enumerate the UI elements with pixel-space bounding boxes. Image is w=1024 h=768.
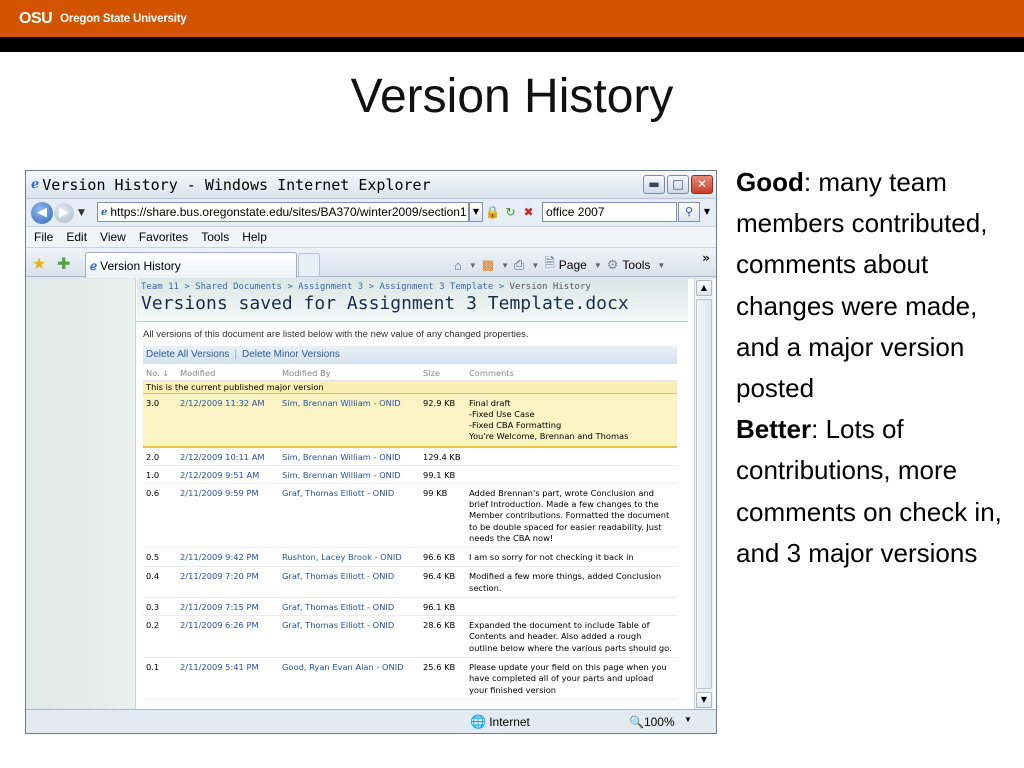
- menu-file[interactable]: File: [34, 230, 54, 244]
- search-input[interactable]: office 2007: [542, 202, 677, 222]
- version-comments: Please update your field on this page when you have completed all of your parts and upload your finished version: [466, 657, 677, 699]
- version-number: 3.0: [143, 393, 177, 447]
- version-modified-link[interactable]: 2/12/2009 11:32 AM: [177, 393, 279, 447]
- menu-tools[interactable]: Tools: [201, 230, 230, 244]
- breadcrumb-team[interactable]: Team 11: [141, 282, 179, 292]
- table-row: [143, 393, 677, 447]
- version-modified-link[interactable]: 2/11/2009 7:20 PM: [177, 567, 279, 598]
- version-comments: Modified a few more things, added Conclusion section.: [466, 567, 677, 598]
- version-number: 0.3: [143, 598, 177, 616]
- version-comments: Added Brennan's part, wrote Conclusion and brief Introduction. Made a few changes to the Member contributions. Formatted the document to be double spaced for easier readability. Just needs the CBA now!: [466, 483, 677, 547]
- search-options-dropdown-icon[interactable]: ▼: [703, 207, 711, 216]
- column-header-size[interactable]: Size: [420, 366, 466, 380]
- scroll-up-button[interactable]: ▲: [696, 280, 712, 296]
- versions-table-body: [143, 380, 677, 699]
- address-bar[interactable]: [97, 202, 469, 222]
- version-author-link[interactable]: Sim, Brennan William - ONID: [279, 393, 420, 447]
- version-comments: [466, 598, 677, 616]
- version-comments: [466, 447, 677, 466]
- osu-header-bar: [0, 0, 1024, 37]
- close-button[interactable]: ✕: [691, 175, 713, 194]
- better-text: : Lots of contributions, more comments on check in, and 3 major versions: [736, 414, 1002, 568]
- tab-version-history[interactable]: [85, 252, 297, 278]
- feeds-dropdown-icon[interactable]: ▼: [501, 260, 509, 270]
- version-author-link[interactable]: Sim, Brennan William - ONID: [279, 447, 420, 466]
- version-modified-link[interactable]: 2/11/2009 9:59 PM: [177, 483, 279, 547]
- table-header-row: [143, 366, 677, 380]
- vertical-scrollbar[interactable]: [694, 279, 713, 709]
- current-version-label: This is the current published major version: [143, 380, 677, 393]
- version-number: 0.2: [143, 616, 177, 658]
- zoom-level[interactable]: [629, 715, 675, 729]
- security-zone-label: Internet: [489, 715, 530, 729]
- version-size: 96.1 KB: [420, 598, 466, 616]
- page-icon: ℯ: [101, 206, 108, 218]
- zoom-dropdown-icon[interactable]: ▼: [684, 715, 692, 724]
- version-modified-link[interactable]: 2/11/2009 9:42 PM: [177, 548, 279, 567]
- print-dropdown-icon[interactable]: ▼: [531, 260, 540, 270]
- home-icon[interactable]: ⌂: [454, 257, 462, 273]
- slide-notes: [736, 162, 1006, 574]
- breadcrumb-separator: >: [178, 282, 196, 292]
- osu-logo: [19, 9, 187, 29]
- version-size: 99 KB: [420, 483, 466, 547]
- table-row: [143, 548, 677, 567]
- header-divider-bar: [0, 37, 1024, 52]
- new-tab-button[interactable]: [298, 253, 320, 277]
- tab-bar: [26, 247, 716, 277]
- search-icon[interactable]: ⚲: [678, 202, 700, 222]
- favorites-star-icon[interactable]: ★: [32, 254, 47, 273]
- breadcrumb-template[interactable]: Assignment 3 Template: [379, 282, 494, 292]
- version-modified-link[interactable]: 2/12/2009 9:51 AM: [177, 465, 279, 483]
- table-row: [143, 616, 677, 658]
- version-modified-link[interactable]: 2/12/2009 10:11 AM: [177, 447, 279, 466]
- page-description: All versions of this document are listed below with the new value of any changed properties.: [143, 329, 529, 340]
- table-row: [143, 465, 677, 483]
- left-navigation-pane: [26, 279, 136, 709]
- table-row: [143, 567, 677, 598]
- window-titlebar: [26, 171, 716, 199]
- toolbar-divider: |: [234, 349, 237, 360]
- address-text[interactable]: https://share.bus.oregonstate.edu/sites/BA370/winter2009/section1: [110, 205, 467, 219]
- address-toolbar: [26, 199, 716, 226]
- better-label: Better: [736, 414, 812, 445]
- home-dropdown-icon[interactable]: ▼: [468, 260, 477, 270]
- version-modified-link[interactable]: 2/11/2009 7:15 PM: [177, 598, 279, 616]
- tools-gear-icon[interactable]: ⚙: [606, 257, 619, 272]
- good-text: : many team members contributed, comments about changes were made, and a major version posted: [736, 167, 988, 404]
- page-menu-icon[interactable]: 🗎: [544, 255, 555, 270]
- menu-favorites[interactable]: Favorites: [138, 230, 189, 244]
- page-menu-dropdown-icon[interactable]: ▼: [593, 260, 602, 270]
- breadcrumb-separator: >: [493, 282, 510, 292]
- table-row: [143, 598, 677, 616]
- breadcrumb-shared-documents[interactable]: Shared Documents: [195, 282, 282, 292]
- tab-page-icon: ℯ: [90, 258, 98, 273]
- feeds-icon[interactable]: ▩: [481, 257, 495, 272]
- delete-minor-versions-link[interactable]: Delete Minor Versions: [242, 349, 340, 360]
- table-row: [143, 447, 677, 466]
- version-comments: [466, 465, 677, 483]
- page-content: [26, 279, 716, 709]
- version-number: 0.4: [143, 567, 177, 598]
- version-author-link[interactable]: Sim, Brennan William - ONID: [279, 465, 420, 483]
- version-number: 0.6: [143, 483, 177, 547]
- lock-icon[interactable]: 🔒: [485, 205, 500, 219]
- version-number: 2.0: [143, 447, 177, 466]
- page-title: Versions saved for Assignment 3 Template.docx: [141, 293, 629, 314]
- version-author-link[interactable]: Graf, Thomas Elliott - ONID: [279, 598, 420, 616]
- ie-logo-icon: ℯ: [31, 177, 40, 192]
- maximize-button[interactable]: □: [667, 175, 689, 194]
- version-number: 1.0: [143, 465, 177, 483]
- version-comments: I am so sorry for not checking it back in: [466, 548, 677, 567]
- good-label: Good: [736, 167, 804, 197]
- page-header: [137, 279, 688, 322]
- slide-title: Version History: [350, 70, 674, 123]
- version-author-link[interactable]: Graf, Thomas Elliott - ONID: [279, 567, 420, 598]
- osu-logo-mark: OSU: [19, 10, 53, 27]
- stop-icon[interactable]: ✖: [523, 205, 534, 219]
- version-size: 96.4 KB: [420, 567, 466, 598]
- status-bar: [26, 709, 716, 733]
- menu-help[interactable]: Help: [242, 230, 267, 244]
- print-icon[interactable]: ⎙: [514, 257, 525, 272]
- version-author-link[interactable]: Graf, Thomas Elliott - ONID: [279, 483, 420, 547]
- toolbar-overflow-icon[interactable]: »: [702, 251, 710, 265]
- column-header-comments[interactable]: Comments: [466, 366, 677, 380]
- version-size: 25.6 KB: [420, 657, 466, 699]
- scroll-thumb[interactable]: [696, 299, 712, 689]
- window-title: Version History - Windows Internet Explorer: [42, 175, 431, 194]
- version-size: 129.4 KB: [420, 447, 466, 466]
- version-modified-link[interactable]: 2/11/2009 5:41 PM: [177, 657, 279, 699]
- command-bar: [454, 254, 670, 276]
- history-dropdown-icon[interactable]: ▼: [78, 207, 85, 218]
- column-header-no[interactable]: No. ↓: [143, 366, 177, 380]
- version-number: 0.5: [143, 548, 177, 567]
- menu-bar: [26, 226, 716, 247]
- minimize-button[interactable]: ▬: [643, 175, 665, 194]
- version-comments: Final draft -Fixed Use Case -Fixed CBA Formatting You're Welcome, Brennan and Thomas: [466, 393, 677, 447]
- delete-all-versions-link[interactable]: Delete All Versions: [146, 349, 230, 360]
- osu-logo-name: Oregon State University: [60, 13, 187, 25]
- menu-edit[interactable]: Edit: [66, 230, 88, 244]
- version-number: 0.1: [143, 657, 177, 699]
- menu-view[interactable]: View: [100, 230, 126, 244]
- version-size: 92.9 KB: [420, 393, 466, 447]
- version-size: 96.6 KB: [420, 548, 466, 567]
- address-dropdown-button[interactable]: ▼: [469, 202, 483, 222]
- version-author-link[interactable]: Good, Ryan Evan Alan - ONID: [279, 657, 420, 699]
- versions-table: [143, 366, 677, 700]
- globe-icon: 🌐: [470, 714, 487, 729]
- back-button[interactable]: ◀: [31, 202, 53, 224]
- tools-menu-dropdown-icon[interactable]: ▼: [657, 260, 666, 270]
- version-author-link[interactable]: Rushton, Lacey Brook - ONID: [279, 548, 420, 567]
- sharepoint-page: [137, 279, 688, 699]
- breadcrumb-separator: >: [281, 282, 299, 292]
- current-version-label-row: [143, 380, 677, 393]
- table-row: [143, 483, 677, 547]
- version-modified-link[interactable]: 2/11/2009 6:26 PM: [177, 616, 279, 658]
- page-menu-button[interactable]: Page: [558, 258, 587, 272]
- add-favorite-icon[interactable]: ✚: [57, 254, 71, 273]
- breadcrumb-current: Version History: [509, 282, 591, 292]
- browser-window: [25, 170, 717, 734]
- tools-menu-button[interactable]: Tools: [622, 258, 651, 272]
- breadcrumb-assignment[interactable]: Assignment 3: [298, 282, 364, 292]
- column-header-modified[interactable]: Modified: [177, 366, 279, 380]
- zoom-icon: 🔍: [629, 715, 644, 729]
- version-comments: Expanded the document to include Table of Contents and header. Also added a rough outline below where the various parts should go.: [466, 616, 677, 658]
- security-zone[interactable]: [470, 714, 530, 730]
- zoom-level-value: 100%: [643, 715, 675, 729]
- refresh-icon[interactable]: ↻: [505, 205, 516, 219]
- version-author-link[interactable]: Graf, Thomas Elliott - ONID: [279, 616, 420, 658]
- breadcrumb: [141, 279, 688, 292]
- table-row: [143, 657, 677, 699]
- breadcrumb-separator: >: [363, 282, 380, 292]
- version-toolbar: [143, 346, 677, 364]
- column-header-modified-by[interactable]: Modified By: [279, 366, 420, 380]
- version-size: 28.6 KB: [420, 616, 466, 658]
- tab-label: Version History: [100, 258, 181, 273]
- forward-button[interactable]: ▶: [54, 203, 74, 223]
- version-size: 99.1 KB: [420, 465, 466, 483]
- scroll-down-button[interactable]: ▼: [696, 692, 712, 708]
- window-controls: [643, 175, 713, 194]
